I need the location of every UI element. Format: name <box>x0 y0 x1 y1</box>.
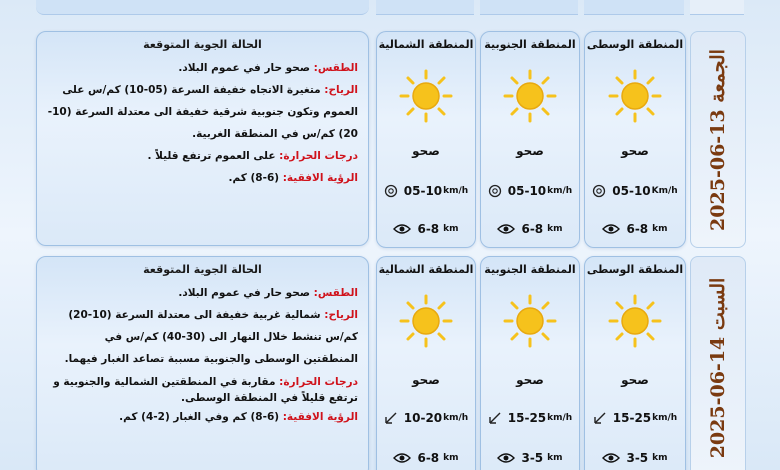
visibility-unit: km <box>547 453 563 463</box>
visibility-value: 3-5 <box>626 451 649 465</box>
wind-unit: km/h <box>443 186 469 196</box>
previous-row-forecast-box <box>36 0 369 15</box>
eye-icon <box>393 452 411 464</box>
date-label: الجمعة 13-06-2025 <box>707 48 729 231</box>
sun-icon <box>398 293 454 349</box>
visibility-row <box>481 222 579 236</box>
visibility-value: 3-5 <box>521 451 544 465</box>
visibility-row <box>377 451 475 465</box>
condition-text: صحو <box>516 144 544 158</box>
visibility-line <box>47 167 358 189</box>
sun-icon <box>502 68 558 124</box>
visibility-unit: km <box>652 453 668 463</box>
eye-icon <box>602 223 620 235</box>
wind-unit: km/h <box>652 413 678 423</box>
sun-icon <box>502 293 558 349</box>
date-panel-day2 <box>690 256 746 470</box>
region-name: المنطقة الشمالية <box>378 263 474 276</box>
condition-text: صحو <box>516 373 544 387</box>
wind-row <box>585 411 685 425</box>
region-name: المنطقة الشمالية <box>378 38 474 51</box>
visibility-row <box>481 451 579 465</box>
condition-text: صحو <box>412 144 440 158</box>
wind-value: 10-20 <box>403 411 443 425</box>
wind-unit: Km/h <box>651 186 678 196</box>
wind-arrow-icon <box>488 411 502 425</box>
visibility-row <box>377 222 475 236</box>
visibility-value: 6-8 <box>521 222 544 236</box>
wind-value: 05-10 <box>507 184 547 198</box>
temperature-label: درجات الحرارة: <box>279 376 358 388</box>
region-card-south-day2 <box>480 256 580 470</box>
wind-label: الرياح: <box>324 309 358 321</box>
visibility-unit: km <box>547 224 563 234</box>
visibility-row <box>585 222 685 236</box>
date-panel-day1 <box>690 31 746 248</box>
wind-unit: km/h <box>547 186 573 196</box>
wind-line <box>47 79 358 145</box>
previous-row-region-south <box>480 0 578 15</box>
previous-row-region-north <box>376 0 474 15</box>
date-label: السبت 14-06-2025 <box>707 277 729 459</box>
condition-text: صحو <box>621 144 649 158</box>
visibility-text: (6-8) كم. <box>228 172 280 184</box>
region-card-middle-day1 <box>584 31 686 248</box>
visibility-value: 6-8 <box>417 451 440 465</box>
visibility-value: 6-8 <box>626 222 649 236</box>
wind-text: شمالية غربية خفيفة الى معتدلة السرعة (10-20) كم/س تنشط خلال النهار الى (30-40) كم/س في المنطقتين الوسطى والجنوبية مسببة تصاعد الغبار فيهما. <box>64 309 358 365</box>
wind-arrow-icon <box>593 411 607 425</box>
weather-text: صحو حار في عموم البلاد. <box>178 62 310 74</box>
region-card-north-day1 <box>376 31 476 248</box>
eye-icon <box>602 452 620 464</box>
visibility-text: (6-8) كم وفي الغبار (2-4) كم. <box>119 411 280 423</box>
sun-icon <box>398 68 454 124</box>
visibility-line <box>47 406 358 428</box>
condition-text: صحو <box>412 373 440 387</box>
temperature-label: درجات الحرارة: <box>279 150 358 162</box>
wind-row <box>481 184 579 198</box>
calm-wind-icon <box>488 184 502 198</box>
region-name: المنطقة الجنوبية <box>484 38 576 51</box>
previous-row-region-middle <box>584 0 684 15</box>
temperature-line <box>47 374 358 406</box>
visibility-label: الرؤية الافقية: <box>282 172 358 184</box>
eye-icon <box>497 452 515 464</box>
wind-row <box>377 411 475 425</box>
visibility-unit: km <box>443 453 459 463</box>
sun-icon <box>607 68 663 124</box>
region-name: المنطقة الوسطى <box>586 38 684 51</box>
eye-icon <box>393 223 411 235</box>
weather-line <box>47 57 358 79</box>
forecast-title: الحالة الجوية المتوقعة <box>143 38 262 51</box>
visibility-unit: km <box>652 224 668 234</box>
wind-row <box>377 184 475 198</box>
region-card-middle-day2 <box>584 256 686 470</box>
forecast-box-day1 <box>36 31 369 246</box>
wind-value: 05-10 <box>403 184 443 198</box>
forecast-box-day2 <box>36 256 369 470</box>
region-name: المنطقة الوسطى <box>586 263 684 276</box>
wind-label: الرياح: <box>324 84 358 96</box>
region-name: المنطقة الجنوبية <box>484 263 576 276</box>
visibility-unit: km <box>443 224 459 234</box>
wind-line <box>47 304 358 370</box>
wind-value: 05-10 <box>612 184 651 198</box>
wind-row <box>585 184 685 198</box>
wind-value: 15-25 <box>507 411 547 425</box>
wind-arrow-icon <box>384 411 398 425</box>
wind-row <box>481 411 579 425</box>
weather-text: صحو حار في عموم البلاد. <box>178 287 310 299</box>
temperature-text: على العموم ترتفع قليلاً . <box>147 150 276 162</box>
wind-unit: km/h <box>443 413 469 423</box>
forecast-title: الحالة الجوية المتوقعة <box>143 263 262 276</box>
calm-wind-icon <box>384 184 398 198</box>
visibility-value: 6-8 <box>417 222 440 236</box>
weather-line <box>47 282 358 304</box>
eye-icon <box>497 223 515 235</box>
visibility-label: الرؤية الافقية: <box>282 411 358 423</box>
weather-label: الطقس: <box>313 62 358 74</box>
region-card-south-day1 <box>480 31 580 248</box>
condition-text: صحو <box>621 373 649 387</box>
wind-text: متغيرة الاتجاه خفيفة السرعة (05-10) كم/س على العموم وتكون جنوبية شرقية خفيفة الى معتدلة السرعة (10-20) كم/س في المنطقة الغربية. <box>47 84 358 140</box>
wind-unit: km/h <box>547 413 573 423</box>
weather-label: الطقس: <box>313 287 358 299</box>
calm-wind-icon <box>592 184 606 198</box>
visibility-row <box>585 451 685 465</box>
sun-icon <box>607 293 663 349</box>
region-card-north-day2 <box>376 256 476 470</box>
temperature-text: مقاربة في المنطقتين الشمالية والجنوبية و ترتفع قليلاً في المنطقة الوسطى. <box>53 376 358 404</box>
wind-value: 15-25 <box>612 411 652 425</box>
temperature-line <box>47 145 358 167</box>
previous-row-date <box>690 0 744 15</box>
